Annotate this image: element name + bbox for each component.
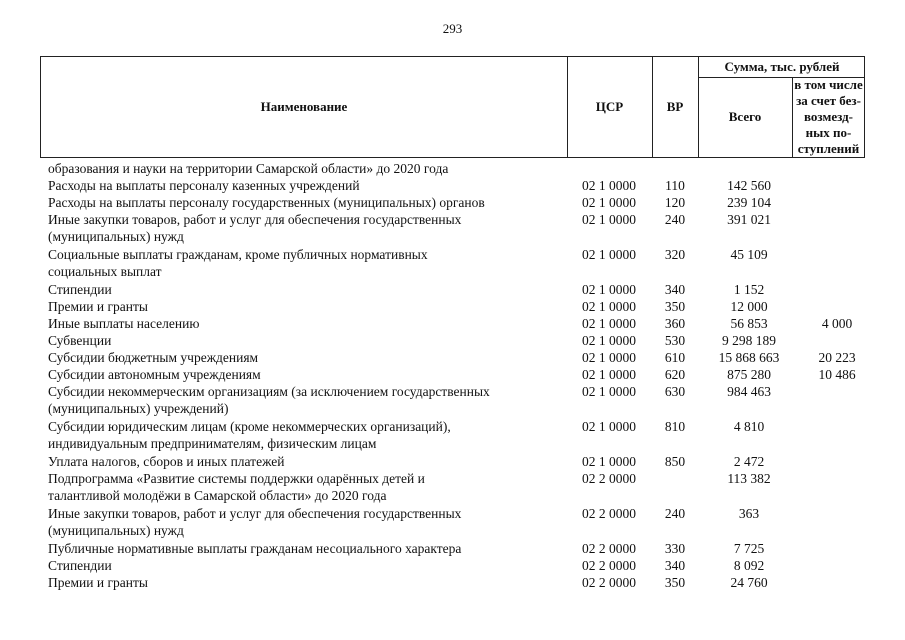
header-csr: ЦСР bbox=[595, 99, 624, 114]
header-name: Наименование bbox=[260, 99, 348, 114]
header-incl-free: в том числе за счет без- возмезд- ных по- ступлений bbox=[794, 77, 863, 156]
header-total: Всего bbox=[728, 109, 762, 124]
page-number: 293 bbox=[442, 21, 463, 36]
table-body: образования и науки на территории Самарской области» до 2020 года Расходы на выплаты персоналу казенных учреждений 02 1 0000 110 142 560 Расходы на выплаты персоналу государственных (муниципальных) органов 02 1 0000 120 239 104 Иные закупки товаров, работ и услуг для обеспечения государственных (муниципальных) нужд 02 1 0000 240 391 021 Социальные выплаты гражданам, кроме публичных нормативных социальных выплат 02 1 0000 320 45 109 Стипендии 02 1 0000 340 1 152 Премии и гранты 02 1 0000 350 12 000 Иные выплаты населению 02 1 0000 360 56 853 4 000 Субвенции 02 1 0000 530 9 298 189 Субсидии бюджетным учреждениям 02 1 0000 610 15 868 663 20 223 Субсидии автономным учреждениям 02 1 0000 620 875 280 10 486 Субсидии некоммерческим организациям (за исключением государственных (муниципальных) учреждений) 02 1 0000 630 984 463 Субсидии юридическим лицам (кроме некоммерческих организаций), индивидуальным предпринимателям, физическим лицам 02 1 0000 810 4 810 Уплата налогов, сборов и иных платежей 02 1 0000 850 2 472 Подпрограмма «Развитие системы поддержки одарённых детей и талантливой молодёжи в Самарской области» до 2020 года 02 2 0000 113 382 Иные закупки товаров, работ и услуг для обеспечения государственных (муниципальных) нужд 02 2 0000 240 363 Публичные нормативные выплаты гражданам несоциального характера 02 2 0000 330 7 725 Стипендии 02 2 0000 340 8 092 Премии и гранты 02 2 0000 350 24 760 bbox=[48, 161, 856, 590]
header-sum: Сумма, тыс. рублей bbox=[724, 59, 840, 74]
header-vr: ВР bbox=[666, 99, 684, 114]
